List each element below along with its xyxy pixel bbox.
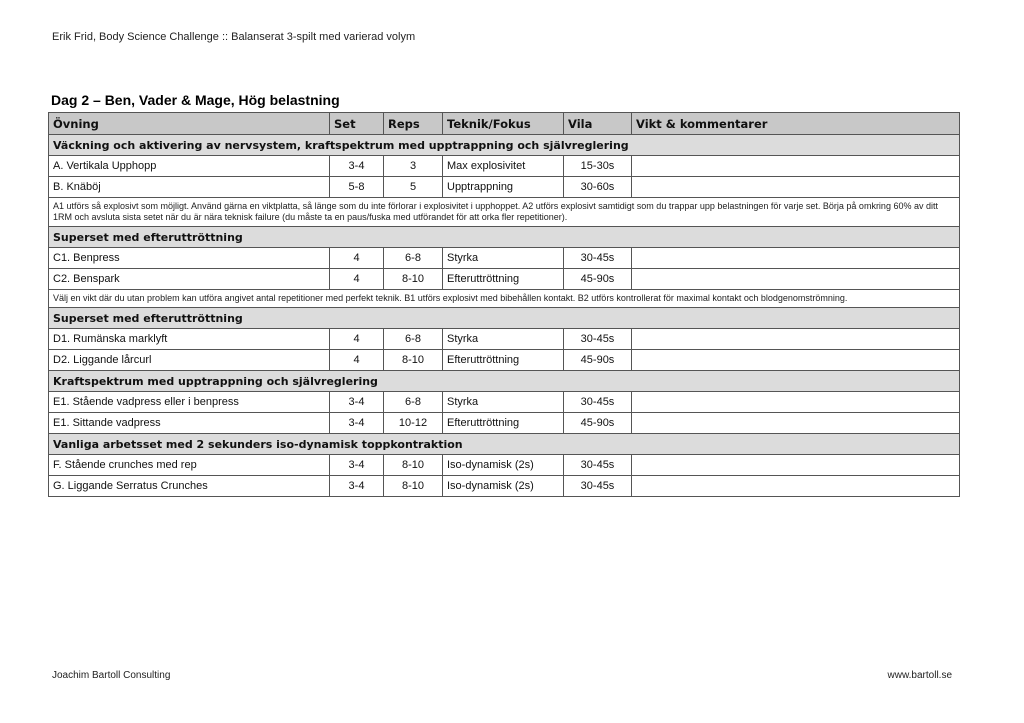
cell-weight xyxy=(632,413,960,434)
cell-weight xyxy=(632,476,960,497)
cell-rest: 45-90s xyxy=(564,413,632,434)
cell-exercise: E1. Sittande vadpress xyxy=(49,413,330,434)
cell-reps: 8-10 xyxy=(384,476,443,497)
cell-reps: 8-10 xyxy=(384,350,443,371)
cell-weight xyxy=(632,392,960,413)
cell-exercise: D1. Rumänska marklyft xyxy=(49,329,330,350)
section-title: Superset med efteruttröttning xyxy=(49,227,960,248)
table-row xyxy=(49,350,960,371)
cell-technique: Max explosivitet xyxy=(443,156,564,177)
cell-rest: 30-45s xyxy=(564,329,632,350)
cell-weight xyxy=(632,350,960,371)
cell-technique: Styrka xyxy=(443,392,564,413)
table-row xyxy=(49,177,960,198)
cell-technique: Styrka xyxy=(443,329,564,350)
table-row xyxy=(49,329,960,350)
cell-set: 5-8 xyxy=(330,177,384,198)
cell-rest: 30-60s xyxy=(564,177,632,198)
cell-reps: 6-8 xyxy=(384,392,443,413)
cell-weight xyxy=(632,455,960,476)
section-header-row xyxy=(49,227,960,248)
cell-weight xyxy=(632,156,960,177)
cell-weight xyxy=(632,248,960,269)
cell-set: 3-4 xyxy=(330,392,384,413)
cell-reps: 5 xyxy=(384,177,443,198)
cell-reps: 3 xyxy=(384,156,443,177)
table-row xyxy=(49,413,960,434)
cell-rest: 30-45s xyxy=(564,455,632,476)
cell-rest: 45-90s xyxy=(564,350,632,371)
cell-rest: 30-45s xyxy=(564,248,632,269)
cell-weight xyxy=(632,329,960,350)
column-header-rest: Vila xyxy=(564,113,632,135)
cell-exercise: D2. Liggande lårcurl xyxy=(49,350,330,371)
cell-exercise: C2. Benspark xyxy=(49,269,330,290)
cell-technique: Iso-dynamisk (2s) xyxy=(443,476,564,497)
cell-reps: 6-8 xyxy=(384,329,443,350)
note-row xyxy=(49,290,960,308)
section-title: Kraftspektrum med upptrappning och självreglering xyxy=(49,371,960,392)
cell-technique: Upptrappning xyxy=(443,177,564,198)
cell-rest: 45-90s xyxy=(564,269,632,290)
cell-set: 3-4 xyxy=(330,455,384,476)
table-body xyxy=(49,135,960,497)
cell-set: 4 xyxy=(330,350,384,371)
workout-table xyxy=(48,112,960,497)
cell-exercise: A. Vertikala Upphopp xyxy=(49,156,330,177)
document-header: Erik Frid, Body Science Challenge :: Balanserat 3-spilt med varierad volym xyxy=(52,31,416,43)
cell-exercise: G. Liggande Serratus Crunches xyxy=(49,476,330,497)
section-header-row xyxy=(49,135,960,156)
section-title: Superset med efteruttröttning xyxy=(49,308,960,329)
cell-technique: Efteruttröttning xyxy=(443,350,564,371)
cell-exercise: E1. Stående vadpress eller i benpress xyxy=(49,392,330,413)
cell-technique: Styrka xyxy=(443,248,564,269)
table-row xyxy=(49,156,960,177)
cell-reps: 8-10 xyxy=(384,455,443,476)
table-row xyxy=(49,476,960,497)
section-header-row xyxy=(49,308,960,329)
cell-set: 4 xyxy=(330,329,384,350)
cell-technique: Iso-dynamisk (2s) xyxy=(443,455,564,476)
footer-company: Joachim Bartoll Consulting xyxy=(52,670,171,681)
note-row xyxy=(49,198,960,227)
section-title: Vanliga arbetsset med 2 sekunders iso-dynamisk toppkontraktion xyxy=(49,434,960,455)
section-header-row xyxy=(49,371,960,392)
section-note: A1 utförs så explosivt som möjligt. Använd gärna en viktplatta, så länge som du inte förlorar i explosivitet i upphoppet. A2 utförs explosivt samtidigt som du trappar upp belastningen för varje set. Börja på omkring 60% av ditt 1RM och avsluta sista setet när du är nära teknisk failure (du måste ta en paus/fuska med utförandet för att orka fler repetitioner). xyxy=(49,198,960,227)
column-header-set: Set xyxy=(330,113,384,135)
cell-technique: Efteruttröttning xyxy=(443,269,564,290)
column-header-exercise: Övning xyxy=(49,113,330,135)
cell-rest: 15-30s xyxy=(564,156,632,177)
section-header-row xyxy=(49,434,960,455)
cell-set: 3-4 xyxy=(330,413,384,434)
section-note: Välj en vikt där du utan problem kan utföra angivet antal repetitioner med perfekt teknik. B1 utförs explosivt med bibehållen kontakt. B2 utförs kontrollerat för maximal kontakt och blodgenomströmning. xyxy=(49,290,960,308)
cell-set: 4 xyxy=(330,248,384,269)
cell-weight xyxy=(632,177,960,198)
table-row xyxy=(49,248,960,269)
cell-set: 4 xyxy=(330,269,384,290)
cell-exercise: B. Knäböj xyxy=(49,177,330,198)
cell-rest: 30-45s xyxy=(564,476,632,497)
column-header-technique: Teknik/Fokus xyxy=(443,113,564,135)
cell-reps: 6-8 xyxy=(384,248,443,269)
cell-rest: 30-45s xyxy=(564,392,632,413)
cell-technique: Efteruttröttning xyxy=(443,413,564,434)
cell-exercise: C1. Benpress xyxy=(49,248,330,269)
cell-reps: 10-12 xyxy=(384,413,443,434)
cell-weight xyxy=(632,269,960,290)
table-row xyxy=(49,392,960,413)
section-title: Väckning och aktivering av nervsystem, kraftspektrum med upptrappning och självreglering xyxy=(49,135,960,156)
column-header-weight: Vikt & kommentarer xyxy=(632,113,960,135)
table-header-row xyxy=(49,113,960,135)
day-title: Dag 2 – Ben, Vader & Mage, Hög belastning xyxy=(51,92,340,108)
cell-set: 3-4 xyxy=(330,476,384,497)
footer-website: www.bartoll.se xyxy=(887,670,952,681)
column-header-reps: Reps xyxy=(384,113,443,135)
cell-exercise: F. Stående crunches med rep xyxy=(49,455,330,476)
cell-set: 3-4 xyxy=(330,156,384,177)
table-row xyxy=(49,269,960,290)
cell-reps: 8-10 xyxy=(384,269,443,290)
table-row xyxy=(49,455,960,476)
